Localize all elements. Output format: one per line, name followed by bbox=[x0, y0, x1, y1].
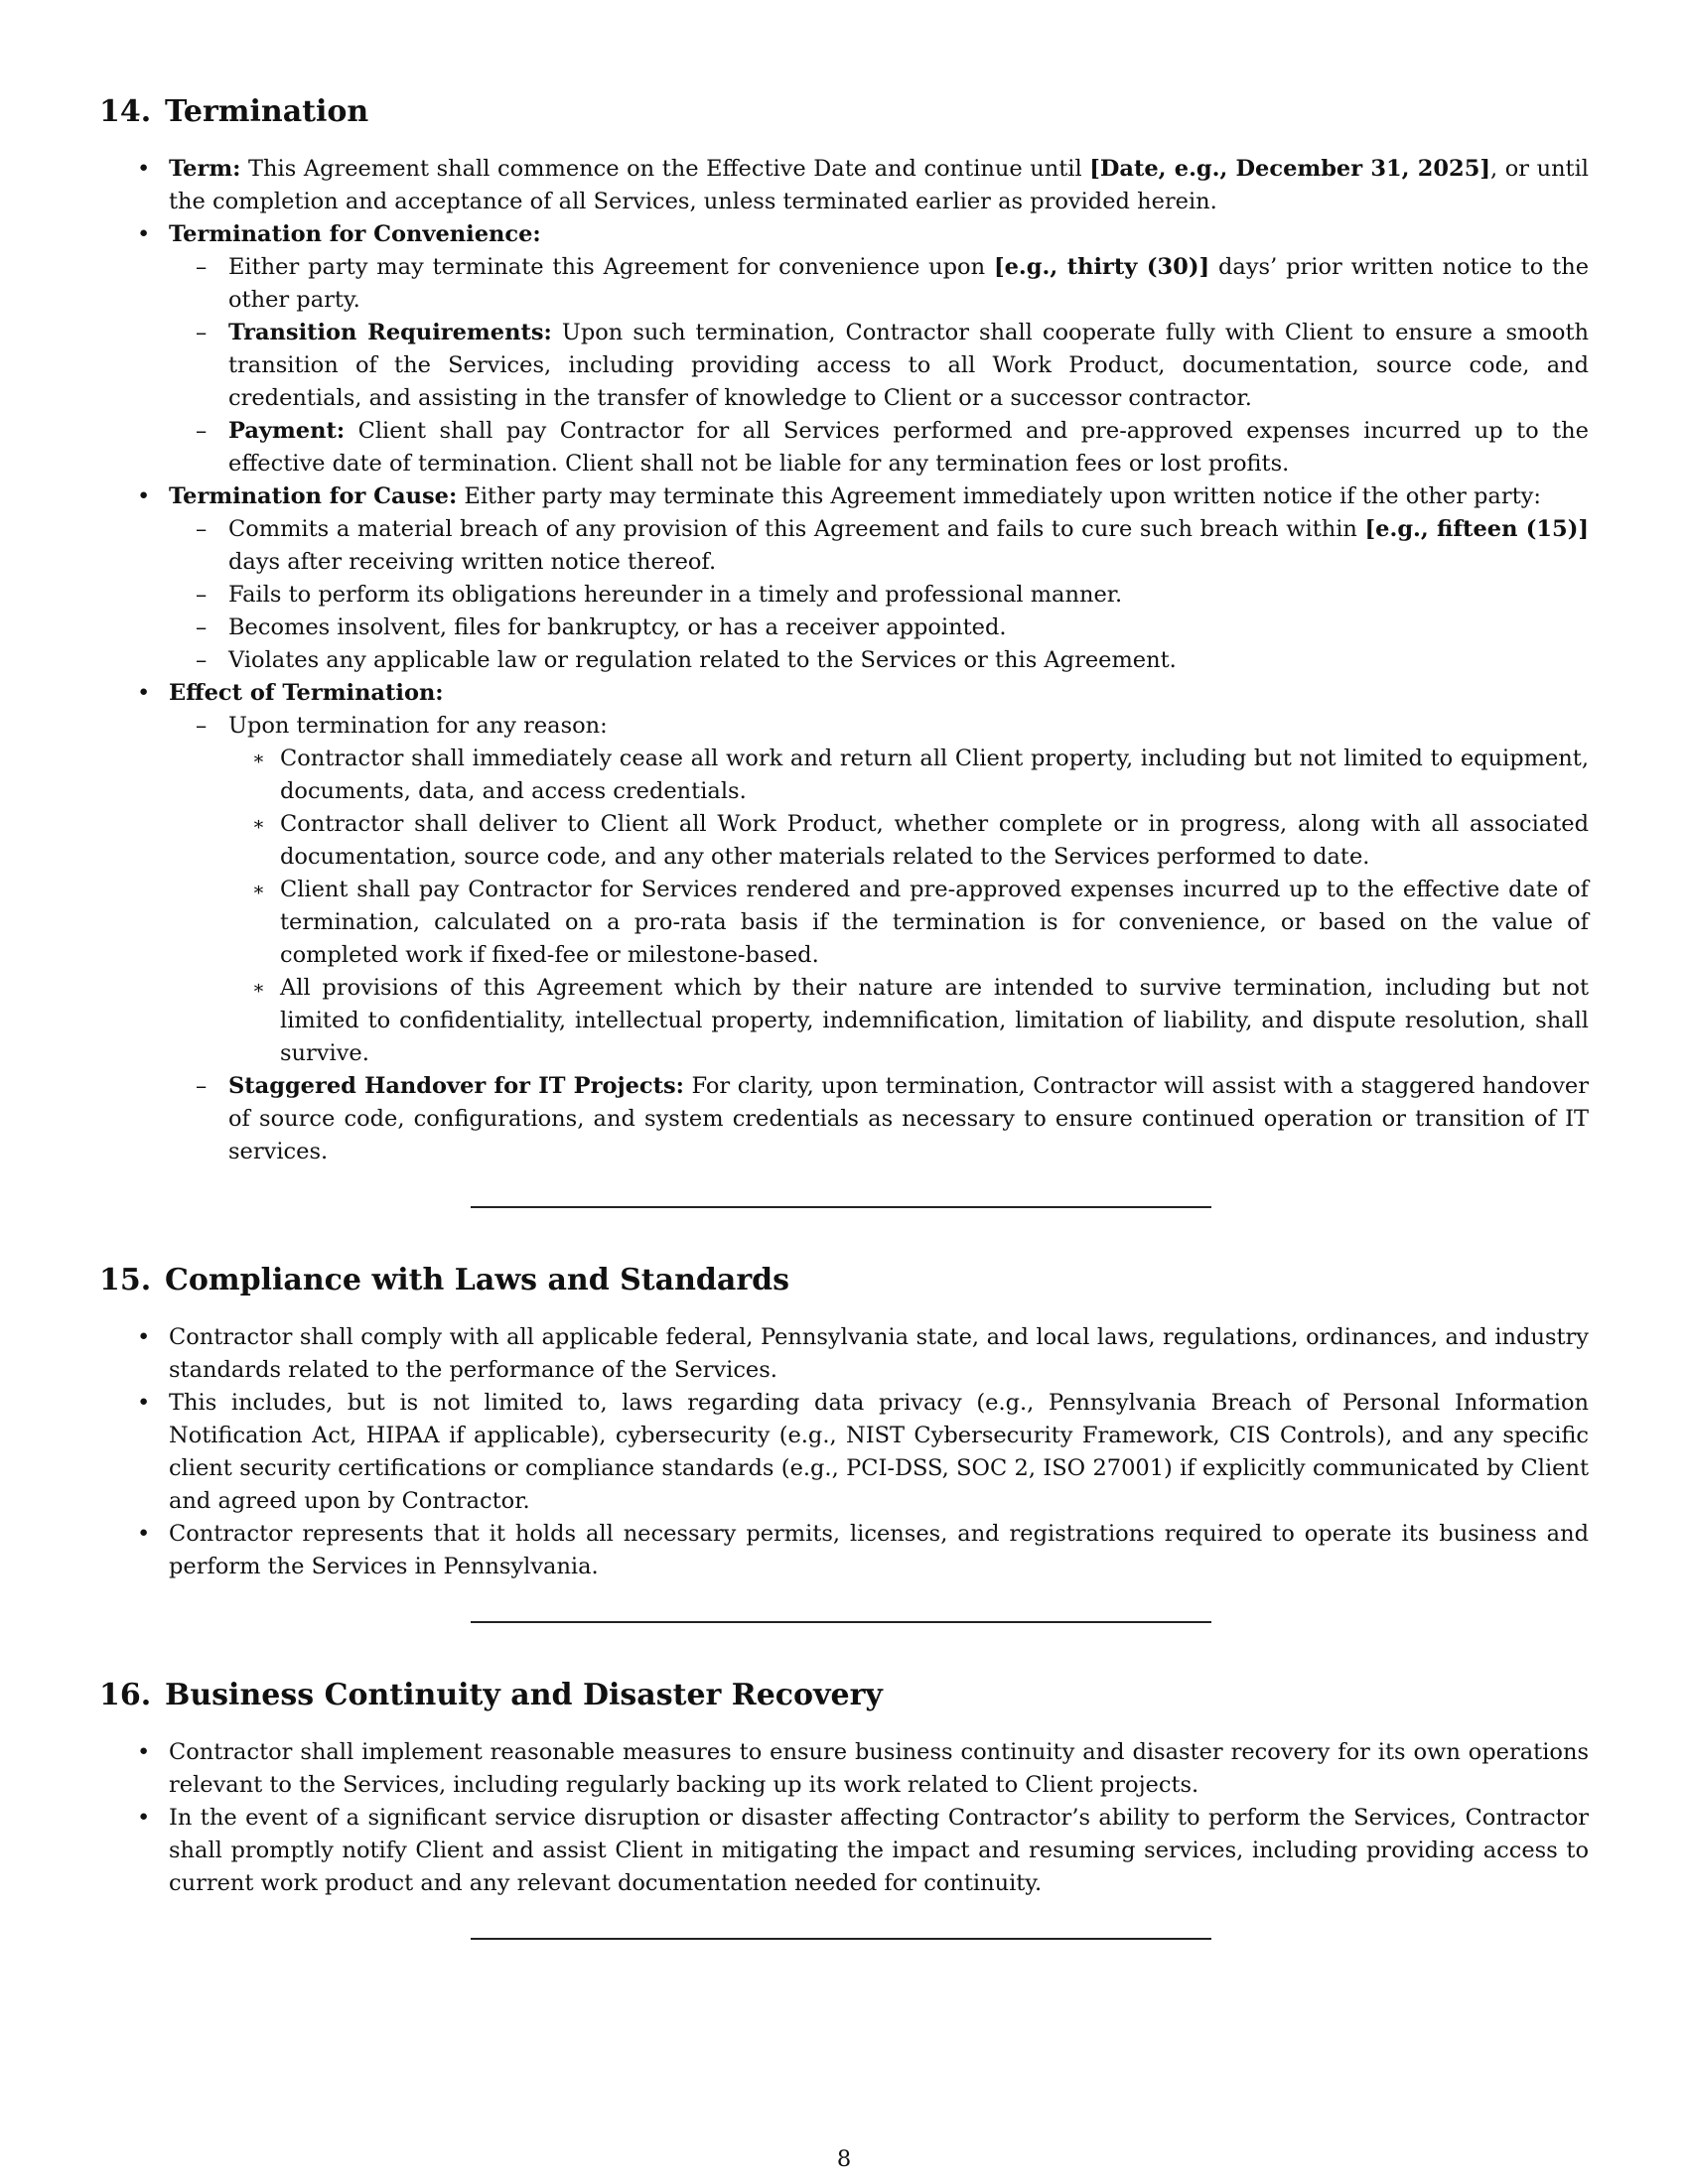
dash-icon: – bbox=[196, 647, 208, 673]
list-item: • Contractor represents that it holds all necessary permits, licenses, and registrations required to operate its business and perform the Services in Pennsylvania. bbox=[99, 1518, 1589, 1583]
termination-list bbox=[99, 153, 1589, 1168]
dash-icon: – bbox=[196, 320, 208, 345]
bullet-icon: • bbox=[137, 221, 151, 247]
list-item: ∗ All provisions of this Agreement which by their nature are intended to survive termination, including but not limited to confidentiality, intellectual property, indemnification, limitation of liability, and dispute resolution, shall survive. bbox=[228, 972, 1589, 1070]
section-heading-continuity: 16. Business Continuity and Disaster Recovery bbox=[99, 1678, 883, 1712]
asterisk-icon: ∗ bbox=[252, 813, 265, 835]
bullet-icon: • bbox=[137, 483, 151, 509]
asterisk-icon: ∗ bbox=[252, 977, 265, 999]
bullet-icon: • bbox=[137, 1739, 151, 1765]
list-item: – Staggered Handover for IT Projects: For clarity, upon termination, Contractor will assist with a staggered handover of source code, configurations, and system credentials as necessary to ensure continued operation or transition of IT services. bbox=[169, 1070, 1589, 1168]
list-item-effect: • Effect of Termination: – Upon termination for any reason: ∗ Contractor shall immediately cease all work and return all Client property, including but not limited to equipment, documents, data, and access credentials. ∗ Contractor shall deliver to Client all Work Product, whether complete or in progress, along with all associated documentation, source code, and any other materials related to the Services performed to date. ∗ Client shall pay Contractor for Services rendered and pre-approved expenses incurred up to the effective date of termination, calculated on a pro-rata basis if the termination is for convenience, or based on the value of completed work if fixed-fee or milestone-based. ∗ All provisions of this Agreement which by their nature are intended to survive termination, including but not limited to confidentiality, intellectual property, indemnification, limitation of liability, and dispute resolution, shall survive. – Staggered Handover for IT Projects: For clarity, upon termination, Contractor will assist with a staggered handover of source code, configurations, and system credentials as necessary to ensure continued operation or transition of IT services. bbox=[99, 677, 1589, 1168]
dash-icon: – bbox=[196, 516, 208, 542]
list-item: • Contractor shall implement reasonable measures to ensure business continuity and disaster recovery for its own operations relevant to the Services, including regularly backing up its work related to Client projects. bbox=[99, 1736, 1589, 1802]
list-item-cause: • Termination for Cause: Either party may terminate this Agreement immediately upon written notice if the other party: – Commits a material breach of any provision of this Agreement and fails to cure such breach within [e.g., fifteen (15)] days after receiving written notice thereof. – Fails to perform its obligations hereunder in a timely and professional manner. – Becomes insolvent, files for bankruptcy, or has a receiver appointed. – Violates any applicable law or regulation related to the Services or this Agreement. bbox=[99, 480, 1589, 677]
bullet-icon: • bbox=[137, 156, 151, 182]
section-title: Compliance with Laws and Standards bbox=[165, 1263, 790, 1297]
dash-icon: – bbox=[196, 582, 208, 608]
section-title: Business Continuity and Disaster Recovery bbox=[165, 1678, 883, 1712]
list-item: ∗ Contractor shall deliver to Client all Work Product, whether complete or in progress, along with all associated documentation, source code, and any other materials related to the Services performed to date. bbox=[228, 808, 1589, 874]
bullet-icon: • bbox=[137, 1390, 151, 1416]
bullet-icon: • bbox=[137, 1521, 151, 1547]
list-item: ∗ Contractor shall immediately cease all work and return all Client property, including but not limited to equipment, documents, data, and access credentials. bbox=[228, 743, 1589, 808]
list-item: – Violates any applicable law or regulation related to the Services or this Agreement. bbox=[169, 644, 1589, 677]
list-item-term: • Term: This Agreement shall commence on the Effective Date and continue until [Date, e.g., December 31, 2025], or until the completion and acceptance of all Services, unless terminated earlier as provided herein. bbox=[99, 153, 1589, 218]
section-divider bbox=[471, 1938, 1211, 1940]
bullet-icon: • bbox=[137, 1324, 151, 1350]
list-item: – Upon termination for any reason: ∗ Contractor shall immediately cease all work and return all Client property, including but not limited to equipment, documents, data, and access credentials. ∗ Contractor shall deliver to Client all Work Product, whether complete or in progress, along with all associated documentation, source code, and any other materials related to the Services performed to date. ∗ Client shall pay Contractor for Services rendered and pre-approved expenses incurred up to the effective date of termination, calculated on a pro-rata basis if the termination is for convenience, or based on the value of completed work if fixed-fee or milestone-based. ∗ All provisions of this Agreement which by their nature are intended to survive termination, including but not limited to confidentiality, intellectual property, indemnification, limitation of liability, and dispute resolution, shall survive. bbox=[169, 710, 1589, 1070]
list-item-convenience: • Termination for Convenience: – Either party may terminate this Agreement for convenience upon [e.g., thirty (30)] days’ prior written notice to the other party. – Transition Requirements: Upon such termination, Contractor shall cooperate fully with Client to ensure a smooth transition of the Services, including providing access to all Work Product, documentation, source code, and credentials, and assisting in the transfer of knowledge to Client or a successor contractor. – Payment: Client shall pay Contractor for all Services performed and pre-approved expenses incurred up to the effective date of termination. Client shall not be liable for any termination fees or lost profits. bbox=[99, 218, 1589, 480]
page-content bbox=[99, 91, 1589, 1940]
compliance-list bbox=[99, 1321, 1589, 1583]
list-item: – Transition Requirements: Upon such termination, Contractor shall cooperate fully with Client to ensure a smooth transition of the Services, including providing access to all Work Product, documentation, source code, and credentials, and assisting in the transfer of knowledge to Client or a successor contractor. bbox=[169, 317, 1589, 415]
page-number: 8 bbox=[836, 2146, 852, 2172]
list-item: – Commits a material breach of any provision of this Agreement and fails to cure such breach within [e.g., fifteen (15)] days after receiving written notice thereof. bbox=[169, 513, 1589, 579]
asterisk-icon: ∗ bbox=[252, 879, 265, 900]
dash-icon: – bbox=[196, 418, 208, 444]
section-title: Termination bbox=[165, 94, 369, 129]
section-heading-termination: 14. Termination bbox=[99, 94, 369, 129]
list-item: – Fails to perform its obligations hereunder in a timely and professional manner. bbox=[169, 579, 1589, 612]
list-item: • In the event of a significant service disruption or disaster affecting Contractor’s ability to perform the Services, Contractor shall promptly notify Client and assist Client in mitigating the impact and resuming services, including providing access to current work product and any relevant documentation needed for continuity. bbox=[99, 1802, 1589, 1900]
list-item: – Becomes insolvent, files for bankruptcy, or has a receiver appointed. bbox=[169, 612, 1589, 644]
asterisk-icon: ∗ bbox=[252, 748, 265, 769]
bullet-icon: • bbox=[137, 1805, 151, 1831]
list-item: – Either party may terminate this Agreement for convenience upon [e.g., thirty (30)] days’ prior written notice to the other party. bbox=[169, 251, 1589, 317]
dash-icon: – bbox=[196, 614, 208, 640]
bullet-icon: • bbox=[137, 680, 151, 706]
dash-icon: – bbox=[196, 713, 208, 739]
list-item: • This includes, but is not limited to, laws regarding data privacy (e.g., Pennsylvania Breach of Personal Information Notification Act, HIPAA if applicable), cybersecurity (e.g., NIST Cybersecurity Framework, CIS Controls), and any specific client security certifications or compliance standards (e.g., PCI-DSS, SOC 2, ISO 27001) if explicitly communicated by Client and agreed upon by Contractor. bbox=[99, 1387, 1589, 1518]
list-item: • Contractor shall comply with all applicable federal, Pennsylvania state, and local laws, regulations, ordinances, and industry standards related to the performance of the Services. bbox=[99, 1321, 1589, 1387]
list-item: ∗ Client shall pay Contractor for Services rendered and pre-approved expenses incurred up to the effective date of termination, calculated on a pro-rata basis if the termination is for convenience, or based on the value of completed work if fixed-fee or milestone-based. bbox=[228, 874, 1589, 972]
dash-icon: – bbox=[196, 1073, 208, 1099]
section-heading-compliance: 15. Compliance with Laws and Standards bbox=[99, 1263, 790, 1297]
list-item: – Payment: Client shall pay Contractor for all Services performed and pre-approved expenses incurred up to the effective date of termination. Client shall not be liable for any termination fees or lost profits. bbox=[169, 415, 1589, 480]
continuity-list bbox=[99, 1736, 1589, 1900]
dash-icon: – bbox=[196, 254, 208, 280]
